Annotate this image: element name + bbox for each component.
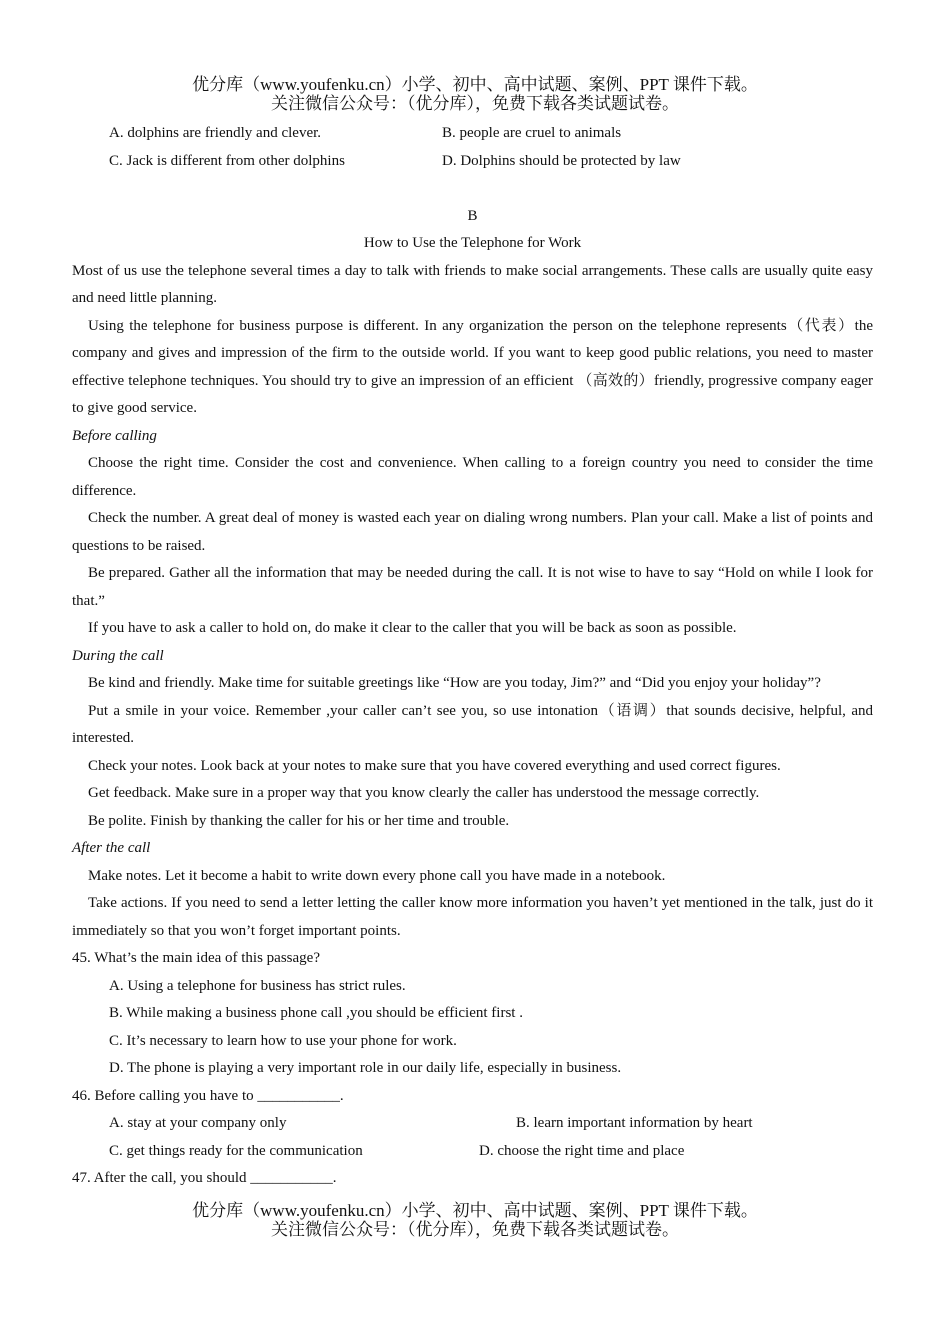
paragraph: Check your notes. Look back at your notes to make sure that you have covered everything and used correct figures. [88,757,781,774]
question-47-stem: 47. After the call, you should ___________. [72,1170,337,1186]
subheading-before-calling: Before calling [72,427,157,444]
question-45-option-a: A. Using a telephone for business has strict rules. [109,977,406,994]
question-46-option-d: D. choose the right time and place [479,1142,685,1159]
section-letter: B [467,207,478,224]
spacer [72,175,873,203]
page-header [0,75,950,113]
paragraph: Be polite. Finish by thanking the caller for his or her time and trouble. [88,812,510,829]
paragraph: Take actions. If you need to send a letter letting the caller know more information you haven’t yet mentioned in the talk, just do it immediately so that you won’t forget important points. [72,895,873,939]
page-footer [0,1201,950,1239]
paragraph: Get feedback. Make sure in a proper way that you know clearly the caller has understood the message correctly. [88,785,760,801]
paragraph: If you have to ask a caller to hold on, do make it clear to the caller that you will be back as soon as possible. [88,620,737,636]
header-line-2: 关注微信公众号：（优分库），免费下载各类试题试卷。 [271,94,679,113]
option-c: C. Jack is different from other dolphins [109,152,345,169]
prev-options-row-2 [72,148,873,176]
question-45-option-b: B. While making a business phone call ,you should be efficient first . [109,1005,523,1021]
option-a: A. dolphins are friendly and clever. [109,125,322,141]
paragraph: Check the number. A great deal of money is wasted each year on dialing wrong numbers. Plan your call. Make a list of points and questions to be raised. [72,510,873,554]
paragraph: Most of us use the telephone several times a day to talk with friends to make social arrangements. These calls are usually quite easy and need little planning. [72,262,873,306]
subheading-after-call: After the call [72,840,151,856]
question-45-option-c: C. It’s necessary to learn how to use your phone for work. [109,1032,457,1049]
header-line-1: 优分库（www.youfenku.cn）小学、初中、高中试题、案例、PPT 课件下载。 [192,75,758,94]
option-d: D. Dolphins should be protected by law [442,152,681,169]
paragraph: Be kind and friendly. Make time for suitable greetings like “How are you today, Jim?” and “Did you enjoy your holiday”? [88,675,821,691]
subheading-during-call: During the call [72,647,164,664]
paragraph: Put a smile in your voice. Remember ,your caller can’t see you, so use intonation（语调）that sounds decisive, helpful, and interested. [72,702,873,746]
option-b: B. people are cruel to animals [442,125,622,141]
footer-line-1: 优分库（www.youfenku.cn）小学、初中、高中试题、案例、PPT 课件下载。 [192,1201,758,1220]
footer-line-2: 关注微信公众号：（优分库），免费下载各类试题试卷。 [271,1220,679,1239]
prev-options-row-1 [72,120,873,148]
question-45-stem: 45. What’s the main idea of this passage? [72,950,320,966]
question-46-row-1 [72,1110,873,1138]
page-content [72,120,873,1193]
question-46-option-b: B. learn important information by heart [516,1115,753,1131]
question-45-option-d: D. The phone is playing a very important role in our daily life, especially in business. [109,1060,622,1076]
paragraph: Using the telephone for business purpose is different. In any organization the person on the telephone represents（代表）the company and gives and impression of the firm to the outside world. If you want to keep good public relations, you need to master effective telephone techniques. You should try to give an impression of an efficient （高效的）friendly, progressive company eager to give good service. [72,317,873,416]
passage-title: How to Use the Telephone for Work [363,235,582,251]
question-46-stem: 46. Before calling you have to ___________. [72,1087,344,1104]
paragraph: Choose the right time. Consider the cost and convenience. When calling to a foreign country you need to consider the time difference. [72,455,873,499]
question-46-row-2 [72,1138,873,1166]
question-46-option-c: C. get things ready for the communication [109,1142,363,1159]
question-46-option-a: A. stay at your company only [109,1115,287,1131]
paragraph: Be prepared. Gather all the information that may be needed during the call. It is not wise to have to say “Hold on while I look for that.” [72,565,873,609]
paragraph: Make notes. Let it become a habit to write down every phone call you have made in a notebook. [88,867,666,884]
